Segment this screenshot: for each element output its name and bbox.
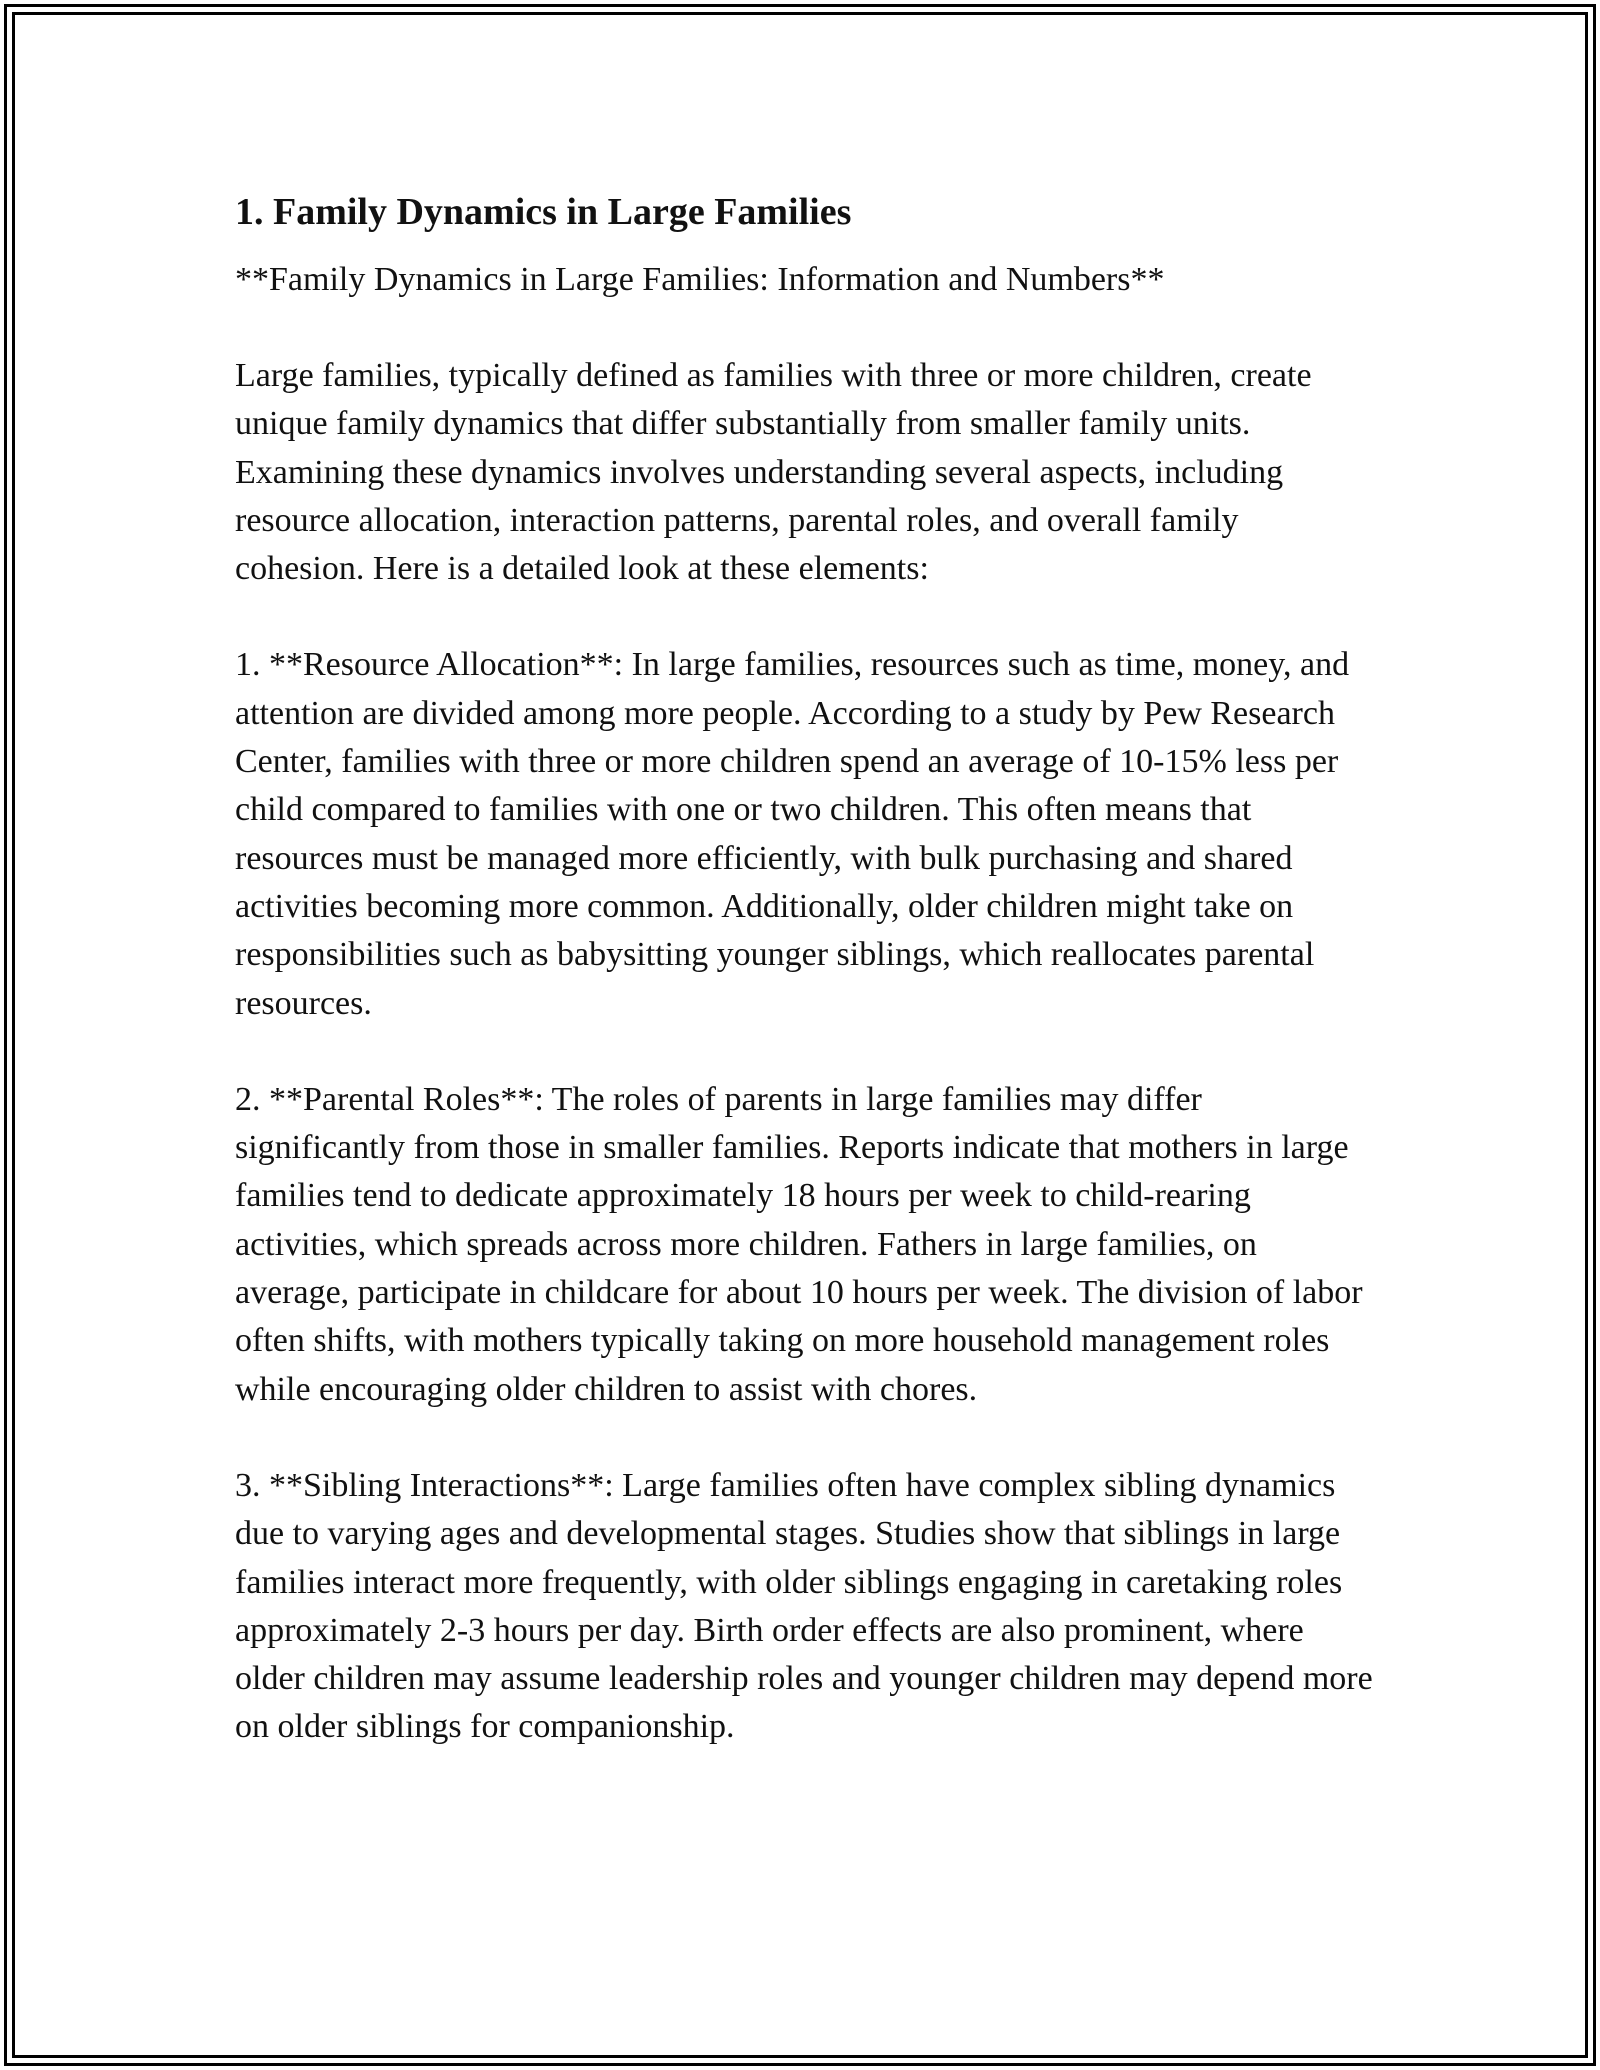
intro-paragraph: Large families, typically defined as families with three or more children, create unique family dynamics that differ substantially from smaller family units. Examining these dynamics involves understanding several aspects, including resource allocation, interaction patterns, parental roles, and overall family cohesion. Here is a detailed look at these elements: — [235, 357, 1312, 588]
page-title: 1. Family Dynamics in Large Families — [235, 191, 852, 233]
document-subtitle: **Family Dynamics in Large Families: Information and Numbers** — [235, 261, 1165, 298]
parental-roles-paragraph: 2. **Parental Roles**: The roles of parents in large families may differ significantly from those in smaller families. Reports indicate that mothers in large families tend to dedicate approximately 18 hours per week to child-rearing activities, which spreads across more children. Fathers in large families, on average, participate in childcare for about 10 hours per week. The division of labor often shifts, with mothers typically taking on more household management roles while encouraging older children to assist with chores. — [235, 1080, 1363, 1408]
sibling-interactions-paragraph: 3. **Sibling Interactions**: Large families often have complex sibling dynamics due to varying ages and developmental stages. Studies show that siblings in large families interact more frequently, with older siblings engaging in caretaking roles approximately 2-3 hours per day. Birth order effects are also prominent, where older children may assume leadership roles and younger children may depend more on older siblings for companionship. — [235, 1466, 1373, 1746]
document-body — [235, 186, 1375, 1800]
resource-allocation-paragraph: 1. **Resource Allocation**: In large families, resources such as time, money, and attention are divided among more people. According to a study by Pew Research Center, families with three or more children spend an average of 10-15% less per child compared to families with one or two children. This often means that resources must be managed more efficiently, with bulk purchasing and shared activities becoming more common. Additionally, older children might take on responsibilities such as babysitting younger siblings, which reallocates parental resources. — [235, 646, 1350, 1022]
